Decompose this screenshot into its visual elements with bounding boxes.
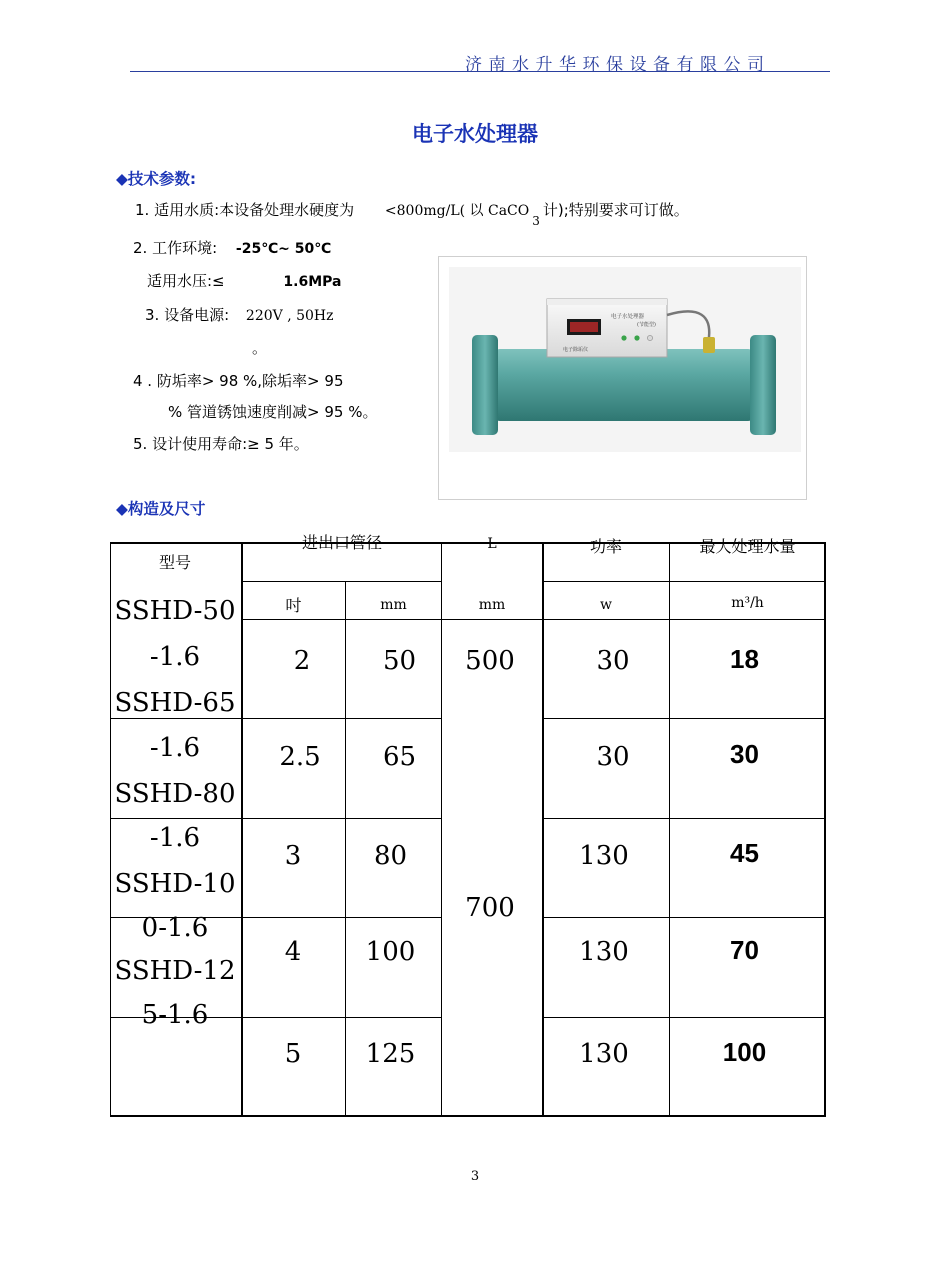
row1-mm: 50 — [382, 646, 417, 676]
row1-length: 500 — [465, 646, 515, 676]
structure-heading: ◆构造及尺寸 — [116, 500, 206, 518]
spec-item-3-end: 。 — [252, 339, 268, 357]
spec-item-4-line2: % 管道锈蚀速度削减> 95 %。 — [168, 403, 378, 421]
unit-flow: m³/h — [731, 595, 764, 611]
row3-power: 130 — [579, 841, 629, 871]
merged-length: 700 — [465, 893, 515, 923]
model-text-3: SSHD-65 — [114, 688, 236, 718]
row2-flow: 30 — [730, 739, 759, 769]
spec-item-3-label: 3. 设备电源: — [145, 306, 230, 324]
spec-item-2-value: -25℃~ 50℃ — [235, 241, 332, 257]
panel-caption: 电子除垢仪 — [563, 347, 589, 353]
header-length: L — [487, 536, 497, 552]
row4-mm: 100 — [365, 937, 416, 967]
spec-item-3-value: 220V , 50Hz — [245, 308, 334, 324]
model-text-9: SSHD-12 — [114, 956, 236, 986]
row1-power: 30 — [596, 646, 630, 676]
company-name: 济南水升华环保设备有限公司 — [465, 55, 771, 75]
model-text-6: -1.6 — [149, 823, 201, 853]
model-text-10: 5-1.6 — [141, 1000, 209, 1030]
model-text-2: -1.6 — [149, 642, 201, 672]
row2-power: 30 — [596, 742, 630, 772]
model-text-4: -1.6 — [149, 733, 201, 763]
unit-mm: mm — [380, 597, 407, 613]
row3-mm: 80 — [373, 841, 408, 871]
spec-item-1-label: 1. 适用水质:本设备处理水硬度为 — [135, 201, 355, 219]
unit-length-mm: mm — [478, 597, 506, 613]
page-title: 电子水处理器 — [412, 122, 538, 146]
model-text-1: SSHD-50 — [114, 596, 236, 626]
row3-flow: 45 — [730, 838, 759, 868]
spec-item-1-value: <800mg/L( 以 CaCO — [384, 203, 530, 219]
row1-flow: 18 — [730, 644, 759, 674]
panel-label-line1: 电子水处理器 — [611, 314, 645, 320]
unit-inch: 吋 — [285, 596, 302, 615]
model-text-8: 0-1.6 — [141, 913, 209, 943]
row2-inch: 2.5 — [279, 742, 321, 772]
spec-item-2-label: 2. 工作环境: — [133, 239, 218, 257]
model-text-5: SSHD-80 — [114, 779, 236, 809]
unit-power: w — [600, 597, 612, 613]
spec-item-1-subscript: 3 — [532, 214, 540, 228]
row2-mm: 65 — [382, 742, 417, 772]
header-max-flow: 最大处理水量 — [699, 537, 796, 556]
spec-pressure-label: 适用水压:≤ — [147, 272, 225, 290]
row5-power: 130 — [579, 1039, 629, 1069]
row5-inch: 5 — [284, 1039, 302, 1069]
spec-item-4-line1: 4 . 防垢率> 98 %,除垢率> 95 — [133, 372, 344, 390]
row3-inch: 3 — [284, 841, 302, 871]
spec-item-5: 5. 设计使用寿命:≥ 5 年。 — [133, 435, 309, 453]
spec-pressure-value: 1.6MPa — [283, 274, 342, 290]
row5-mm: 125 — [365, 1039, 416, 1069]
row4-inch: 4 — [284, 937, 302, 967]
tech-heading: ◆技术参数: — [116, 170, 197, 188]
row4-power: 130 — [579, 937, 629, 967]
row5-flow: 100 — [722, 1037, 767, 1067]
spec-item-1-tail: 计);特别要求可订做。 — [542, 201, 689, 219]
header-pipe-diameter: 进出口管径 — [301, 533, 382, 552]
model-text-7: SSHD-10 — [114, 869, 236, 899]
row4-flow: 70 — [730, 935, 759, 965]
header-power: 功率 — [589, 537, 622, 556]
header-model: 型号 — [158, 553, 191, 572]
panel-label-line2: (节能型) — [637, 322, 656, 328]
page-number: 3 — [470, 1169, 480, 1184]
row1-inch: 2 — [293, 646, 311, 676]
